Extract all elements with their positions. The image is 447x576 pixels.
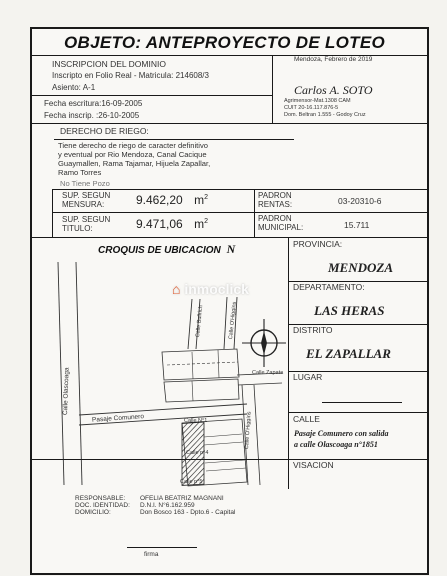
- label-pasaje-comunero: Pasaje Comunero: [91, 413, 145, 424]
- block-outline: [164, 379, 239, 402]
- riego-heading: DERECHO DE RIEGO:: [60, 126, 149, 136]
- divider: [288, 237, 289, 489]
- street-line: [188, 299, 192, 349]
- block-outline: [167, 362, 238, 365]
- croquis-title: CROQUIS DE UBICACION N: [98, 242, 236, 256]
- distrito-value: EL ZAPALLAR: [306, 346, 391, 361]
- divider: [272, 55, 273, 123]
- lot-outline: [204, 442, 243, 445]
- responsable-value: OFELIA BEATRIZ MAGNANI: [140, 495, 224, 502]
- calle-label: CALLE: [293, 414, 320, 424]
- distrito-label: DISTRITO: [293, 325, 333, 335]
- divider: [254, 189, 255, 237]
- calle-value-line2: a calle Olascoaga n°1851: [294, 440, 378, 449]
- label-calle-olascoaga: Calle Olascoaga: [62, 367, 71, 416]
- label-calle-zapata: Calle Zapata: [252, 370, 284, 376]
- label-calle-n4: Calle n°4: [186, 450, 209, 456]
- riego-line: Ramo Torres: [58, 168, 102, 177]
- visacion-label: VISACION: [293, 460, 334, 470]
- lot-outline: [205, 460, 245, 463]
- watermark-logo: ⌂ inmoclick: [172, 281, 249, 297]
- lugar-label: LUGAR: [293, 372, 323, 382]
- departamento-value: LAS HERAS: [314, 303, 385, 318]
- lot-outline: [204, 434, 242, 437]
- signature-line: [127, 547, 197, 548]
- doc-identidad-value: D.N.I. N°6.162.959: [140, 502, 195, 509]
- divider: [32, 123, 427, 124]
- padron-rentas-value: 03-20310-6: [338, 196, 382, 206]
- croquis-map: [42, 257, 286, 487]
- divider: [32, 95, 272, 96]
- street-line: [238, 383, 282, 385]
- label-calle-ohiggins-lower: Calle O'Higgins: [244, 411, 253, 450]
- surveyor-line1: Agrimensor-Mat.1308 CAM: [284, 98, 351, 104]
- street-line: [79, 404, 247, 415]
- padron-municipal-value: 15.711: [344, 220, 370, 230]
- responsable-label: RESPONSABLE:: [75, 495, 126, 502]
- padron-municipal-label2: MUNICIPAL:: [258, 223, 304, 232]
- label-calle-ohiggins-upper: Calle O'Higgins: [228, 301, 238, 340]
- riego-pozo: No Tiene Pozo: [60, 179, 110, 188]
- provincia-label: PROVINCIA:: [293, 239, 343, 249]
- label-calle-bullrich: Calle Bullrich: [195, 305, 205, 338]
- home-icon: ⌂: [172, 281, 181, 297]
- block-outline: [218, 350, 219, 378]
- riego-line: y eventual por Rio Mendoza, Canal Cacique: [58, 150, 207, 159]
- dominio-heading: INSCRIPCION DEL DOMINIO: [52, 59, 166, 69]
- divider: [32, 459, 427, 460]
- fecha-inscripcion: Fecha inscrip. :26-10-2005: [44, 111, 140, 120]
- domicilio-label: DOMICILIO:: [75, 509, 111, 516]
- divider: [322, 402, 402, 403]
- sup-titulo-label: SUP. SEGUN: [62, 215, 111, 224]
- surveyor-signature: Carlos A. SOTO: [294, 83, 373, 97]
- street-line: [76, 262, 82, 485]
- fecha-escritura: Fecha escritura:16-09-2005: [44, 99, 143, 108]
- label-calle-n1: Calle N°1: [184, 418, 208, 424]
- firma-label: firma: [144, 551, 159, 558]
- sup-mensura-label2: MENSURA:: [62, 200, 105, 209]
- divider: [54, 139, 294, 140]
- domicilio-value: Don Bosco 163 - Dpto.6 - Capital: [140, 509, 236, 516]
- dominio-asiento: Asiento: A-1: [52, 83, 96, 92]
- provincia-value: MENDOZA: [328, 260, 394, 275]
- street-line: [254, 385, 260, 485]
- north-arrow-icon: N: [226, 242, 236, 256]
- divider: [32, 237, 427, 238]
- padron-rentas-label2: RENTAS:: [258, 200, 293, 209]
- page-title: OBJETO: ANTEPROYECTO DE LOTEO: [64, 33, 386, 52]
- street-line: [224, 297, 227, 349]
- sup-mensura-value: 9.462,20 $m^2$: [136, 193, 208, 207]
- dominio-folio: Inscripto en Folio Real - Matricula: 214608/3: [52, 71, 209, 80]
- calle-value-line1: Pasaje Comunero con salida: [294, 429, 389, 438]
- plan-date: Mendoza, Febrero de 2019: [294, 56, 373, 63]
- riego-line: Guaymallen, Rama Tajamar, Hijuela Zapallar,: [58, 159, 211, 168]
- label-calle-n5: Calle n°5: [180, 479, 203, 485]
- surveyor-line3: Dom. Beltran 1.555 - Godoy Cruz: [284, 112, 366, 118]
- divider: [288, 412, 427, 413]
- sup-titulo-label2: TITULO:: [62, 224, 93, 233]
- surveyor-line2: CUIT 20-16.117.876-5: [284, 105, 339, 111]
- padron-rentas-label: PADRON: [258, 191, 292, 200]
- divider: [52, 212, 427, 213]
- divider: [52, 189, 53, 237]
- block-outline: [192, 381, 193, 401]
- block-outline: [192, 352, 193, 379]
- padron-municipal-label: PADRON: [258, 214, 292, 223]
- divider: [52, 189, 427, 190]
- sup-titulo-value: 9.471,06 $m^2$: [136, 217, 208, 231]
- plan-sheet: [30, 27, 429, 575]
- doc-identidad-label: DOC. IDENTIDAD:: [75, 502, 130, 509]
- lot-outline: [206, 468, 246, 471]
- departamento-label: DEPARTAMENTO:: [293, 282, 365, 292]
- sup-mensura-label: SUP. SEGUN: [62, 191, 111, 200]
- riego-line: Tiene derecho de riego de caracter definitivo: [58, 141, 208, 150]
